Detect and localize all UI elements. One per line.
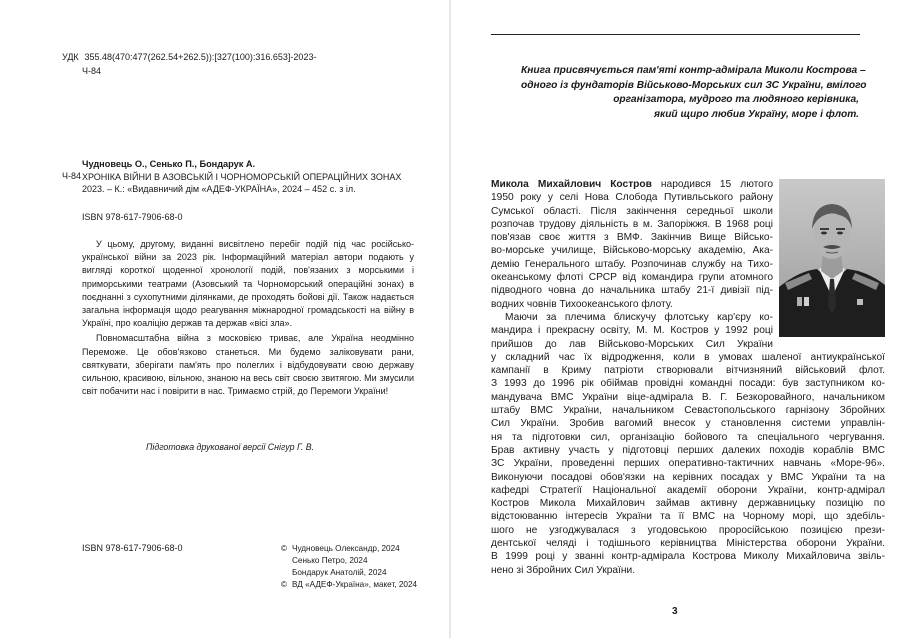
- copyright-row: [281, 555, 417, 567]
- udk-label: УДК: [62, 52, 79, 62]
- bio-line: В 1999 році у званні контр-адмірала Кострова Миколу Михайловича звіль-: [491, 551, 885, 563]
- copyright-text: ВД «АДЕФ-Україна», макет, 2024: [292, 580, 418, 589]
- bio-line: прийшов до лав Військово-Морських Сил України: [491, 338, 773, 350]
- bio-line: Маючи за плечима блискучу флотську кар'єру ко-: [505, 311, 773, 323]
- bio-line: шого не узгоджувалася з угодовською проросійською позицією прези-: [491, 524, 885, 536]
- bio-line: [491, 178, 773, 191]
- bio-line: Виконуючи посадові обов'язки на керівних посадах у ВМС України та на: [491, 471, 885, 483]
- bio-line: кампанії в Криму патріоти створювали вітчизняний військовий флот.: [491, 365, 885, 377]
- isbn-bottom: ISBN 978-617-7906-68-0: [82, 543, 183, 553]
- bibliographic-description: [82, 171, 401, 195]
- copyright-text: Бондарук Анатолій, 2024: [292, 568, 387, 577]
- annotation-paragraph: Повномасштабна війна з московією триває, але Україна неодмінно Переможе. Це обов'язково станеться. Ми будемо заліковувати рани, святкувати, зберігати пам'ять про полеглих і відбудовувати свою державу сильною, красивою, вільною, знаною на весь світ своєю звитягою. Ми змусили світ побачити нас і повірити в нас. Тримаємо стрій, до Перемоги України!: [82, 333, 414, 397]
- bio-line: відстоюванню інтересів України та її ВМС на Чорному морі, що здебіль-: [491, 511, 885, 523]
- bio-line: З 1993 до 1996 рік обіймав провідні командні посади: був заступником ко-: [491, 378, 885, 390]
- bio-line: Брав активну участь у підготовці перших далеких походів кораблів ВМС: [491, 444, 885, 456]
- bio-line: штабу ВМС України, начальником Севастопольського гарнізону Збройних: [491, 405, 885, 417]
- bio-line: нено зі Збройних Сил України.: [491, 564, 636, 576]
- bio-line: Сил України. Зробив вагомий внесок у становлення системи управлін-: [491, 418, 885, 430]
- right-page: [451, 0, 900, 638]
- bio-name: Микола Михайлович Костров: [491, 179, 652, 190]
- bio-line: водних човнів Тихоокеанського флоту.: [491, 298, 673, 310]
- bio-line: дентської челяді і тодішнього керівництва Міністерства оборони України.: [491, 538, 885, 550]
- udk-author-mark: Ч-84: [82, 66, 102, 76]
- bio-line: Костров Микола Михайлович займав активну державницьку позицію по: [491, 498, 885, 510]
- bio-wide-column: [491, 351, 885, 577]
- copyright-symbol: [281, 555, 292, 567]
- print-preparation-credit: Підготовка друкованої версії Снігур Г. В.: [146, 442, 315, 452]
- left-page: [0, 0, 449, 638]
- dedication-line: який щиро любив Україну, море і флот.: [654, 108, 859, 120]
- bio-line: океанському флоті СРСР від командира групи атомного: [491, 272, 773, 284]
- bio-line: розпочав трудову діяльність в м. Запоріжжя. В 1968 році: [491, 218, 773, 230]
- annotation-paragraph: У цьому, другому, виданні висвітлено перебіг подій під час російсько-української війни за 2023 рік. Інформаційний матеріал автори подають у вигляді короткої щоденної хронології подій, пов'язаних з морськими і приморськими театрами (Азовський та Чорноморський операційні зонах) в поєднанні з сухопутними ділянками, де проходять бойові дії. Також надається загальна інформація щодо реагування міжнародної громадськості на війну в Україні, про коаліцію держав та держав «вісі зла».: [82, 239, 414, 329]
- top-rule: [491, 34, 860, 35]
- dedication-line: Книга присвячується пам'яті контр-адмірала Миколи Кострова –: [521, 65, 866, 76]
- authors: Чудновець О., Сенько П., Бондарук А.: [82, 159, 256, 169]
- copyright-text: Чудновець Олександр, 2024: [292, 544, 400, 553]
- biography: [491, 178, 885, 577]
- bib-line: ХРОНІКА ВІЙНИ В АЗОВСЬКІЙ І ЧОРНОМОРСЬКІЙ ОПЕРАЦІЙНИХ ЗОНАХ: [82, 172, 402, 182]
- bio-line: во-морське училище, Військово-морську академію, Ака-: [491, 245, 773, 257]
- annotation: [82, 238, 414, 398]
- bio-narrow-column: [491, 178, 773, 351]
- bio-line: мандира і прекрасну освіту, М. М. Костров у 1992 році: [491, 325, 773, 337]
- copyright-symbol: ©: [281, 544, 288, 553]
- bio-text: народився 15 лютого: [651, 179, 773, 190]
- bio-line: пов'язав своє життя з ВМФ. Закінчив Вище Військо-: [491, 232, 773, 244]
- dedication-line: організатора, мудрого та людяного керівника,: [613, 94, 859, 105]
- bio-line: підводного човна до начальника штабу 21-ї дивізії під-: [491, 285, 773, 297]
- bio-line: Сумської області. Після закінчення середньої школи: [491, 205, 773, 217]
- page-number: 3: [672, 606, 678, 617]
- copyright-symbol: [281, 567, 292, 579]
- copyright-row: [281, 543, 417, 555]
- copyright-row: [281, 567, 417, 579]
- bio-line: 1950 року у селі Нова Слобода Путивльського району: [491, 192, 773, 204]
- copyright-text: Сенько Петро, 2024: [292, 556, 368, 565]
- bio-line: мандувача ВМС України віце-адмірала В. Г. Безкоровайного, начальником: [491, 391, 885, 403]
- bio-line: ЗС України, проведенні перших оперативно-тактичних навчань «Море-96».: [491, 458, 885, 470]
- bio-line: демію Генерального штабу. Розпочинав службу на Тихо-: [491, 258, 773, 270]
- copyright-block: [281, 543, 417, 591]
- udk-line: [62, 51, 316, 64]
- udk-code: 355.48(470:477(262.54+262.5)):[327(100):316.653]-2023-: [84, 52, 317, 62]
- dedication: [521, 64, 867, 122]
- author-mark: Ч-84: [62, 171, 82, 181]
- bio-line: кафедрі Стратегії Національної академії оборони України, контр-адмірал: [491, 484, 885, 496]
- copyright-symbol: ©: [281, 580, 288, 589]
- bio-line: ня та підготовки сил, організацію бойового та спеціального чергування.: [491, 431, 885, 443]
- copyright-row: [281, 579, 417, 591]
- bio-line: у складний час їх відродження, коли в умовах шаленої антиукраїнської: [491, 351, 885, 363]
- dedication-line: одного із фундаторів Військово-Морських сил ЗС України, вмілого: [521, 79, 867, 91]
- bib-line: 2023. – К.: «Видавничий дім «АДЕФ-УКРАЇНА», 2024 – 452 с. з іл.: [82, 184, 356, 194]
- isbn: ISBN 978-617-7906-68-0: [82, 212, 183, 222]
